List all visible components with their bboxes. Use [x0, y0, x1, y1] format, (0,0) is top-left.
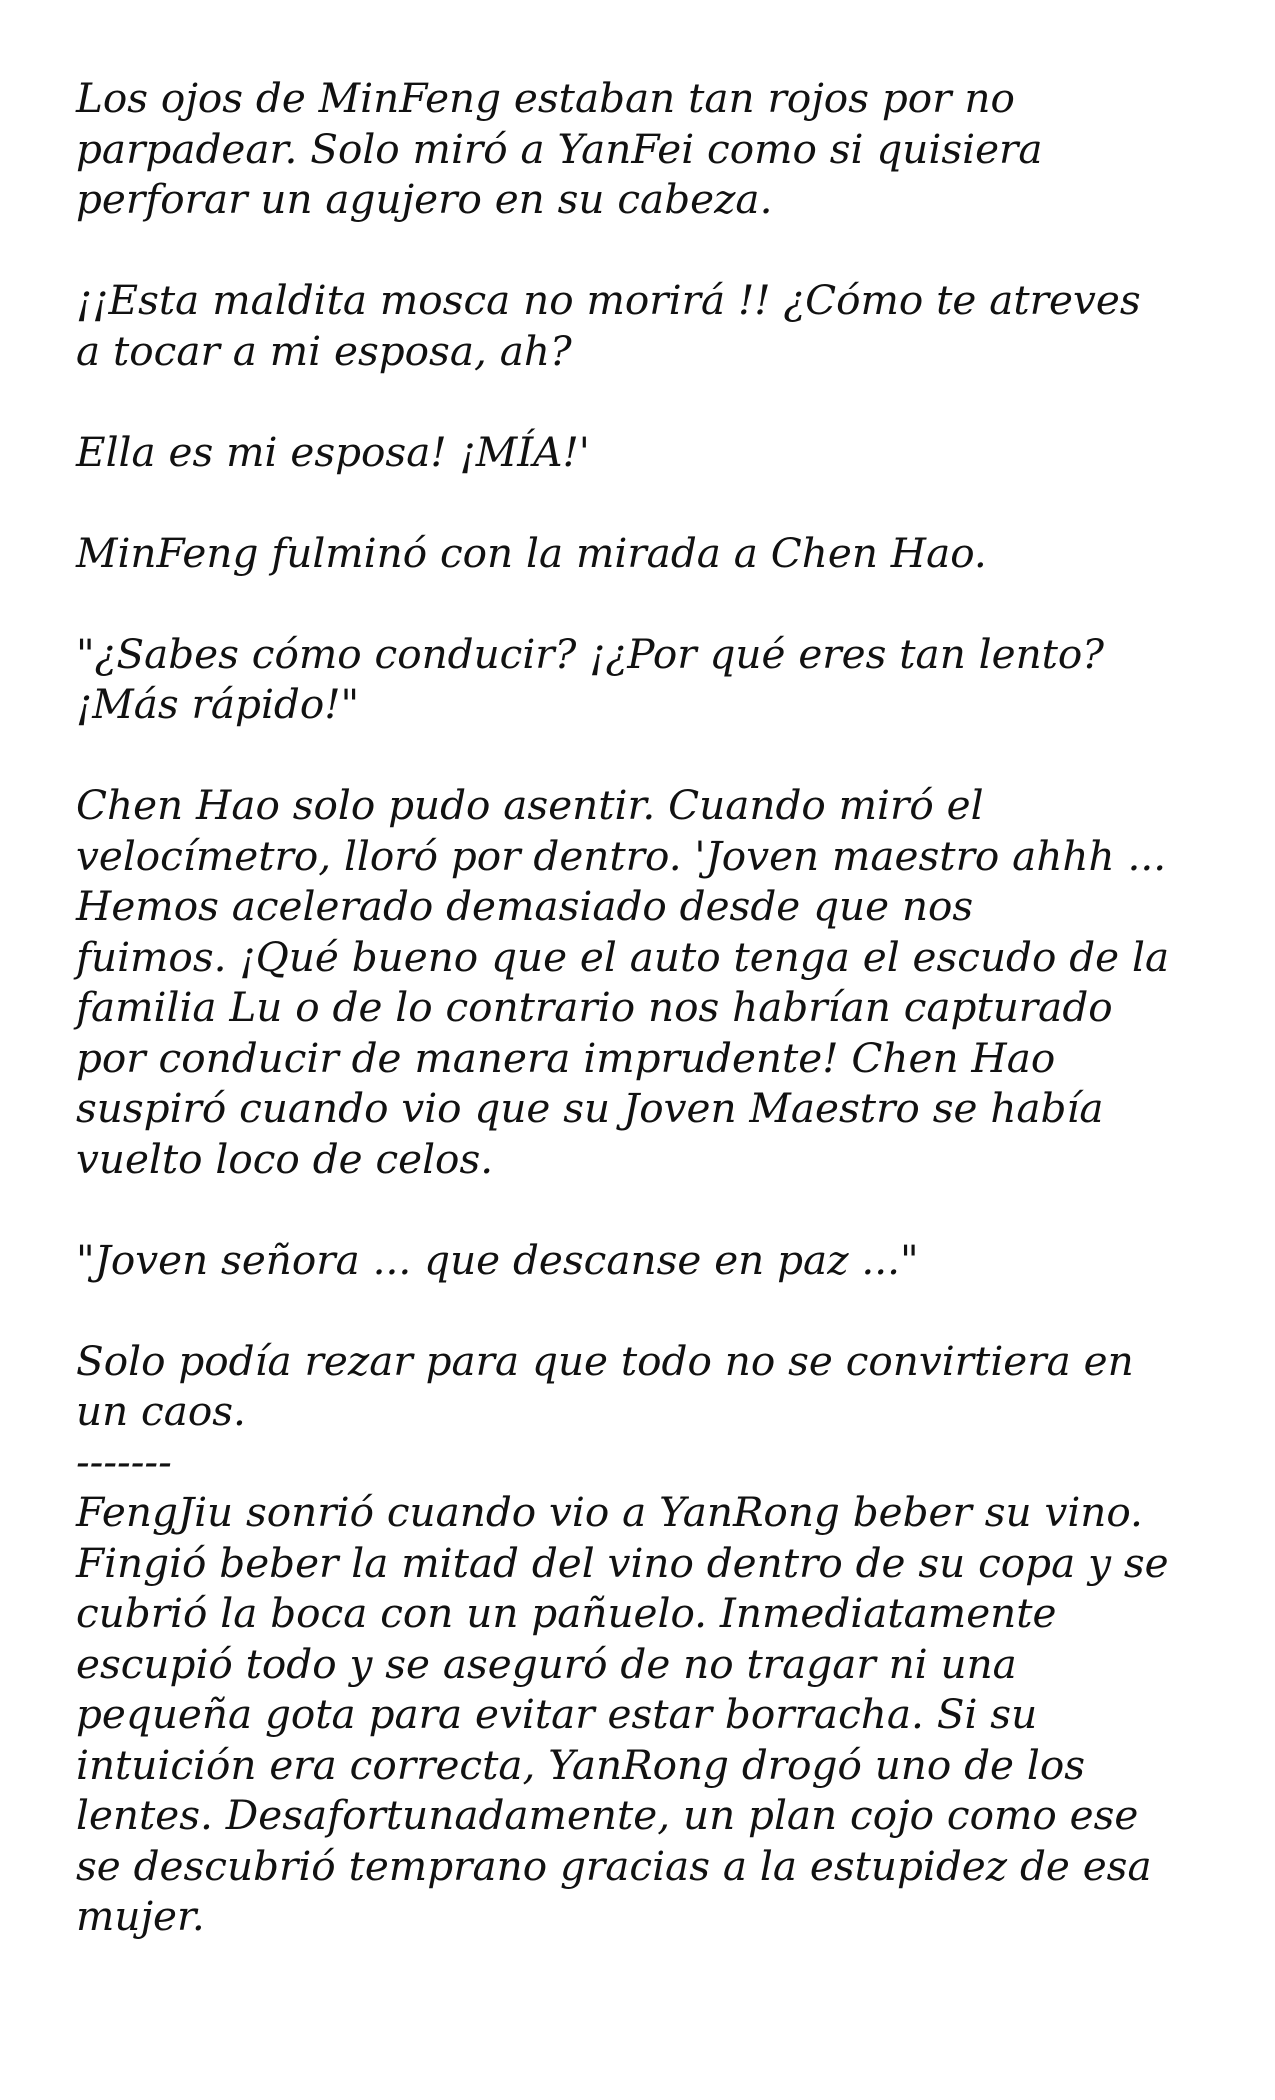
- text-line: vuelto loco de celos.: [76, 1134, 494, 1183]
- text-line: fuimos. ¡Qué bueno que el auto tenga el escudo de la: [76, 932, 1170, 981]
- text-line: por conducir de manera imprudente! Chen Hao: [76, 1033, 1056, 1082]
- paragraph-fengjiu-wine: [76, 1487, 1226, 1942]
- story-text: [76, 73, 1226, 1942]
- text-line: Solo podía rezar para que todo no se convirtiera en: [76, 1336, 1134, 1385]
- paragraph-fly: [76, 275, 1226, 376]
- text-line: Fingió beber la mitad del vino dentro de su copa y se: [76, 1538, 1169, 1587]
- text-line: Chen Hao solo pudo asentir. Cuando miró el: [76, 781, 984, 829]
- text-line: se descubrió temprano gracias a la estupidez de esa: [76, 1841, 1152, 1890]
- text-line: "Joven señora ... que descanse en paz ...": [76, 1235, 919, 1284]
- text-line: parpadear. Solo miró a YanFei como si quisiera: [76, 124, 1043, 173]
- text-line: Ella es mi esposa! ¡MÍA!': [76, 427, 590, 476]
- text-line: velocímetro, lloró por dentro. 'Joven maestro ahhh ...: [76, 831, 1167, 880]
- paragraph-chen-hao-speed: [76, 780, 1226, 1184]
- paragraph-pray: [76, 1336, 1226, 1437]
- text-line: familia Lu o de lo contrario nos habrían capturado: [76, 983, 1113, 1031]
- text-line: "¿Sabes cómo conducir? ¡¿Por qué eres tan lento?: [76, 629, 1105, 678]
- text-line: ¡Más rápido!": [76, 680, 360, 728]
- paragraph-drive-faster: [76, 629, 1226, 730]
- text-line: mujer.: [76, 1892, 205, 1940]
- text-line: a tocar a mi esposa, ah?: [76, 326, 572, 375]
- text-line: MinFeng fulminó con la mirada a Chen Hao.: [76, 528, 987, 577]
- text-line: Hemos acelerado demasiado desde que nos: [76, 882, 974, 930]
- text-line: FengJiu sonrió cuando vio a YanRong beber su vino.: [76, 1488, 1143, 1536]
- text-line: suspiró cuando vio que su Joven Maestro se había: [76, 1084, 1104, 1132]
- text-line: escupió todo y se aseguró de no tragar ni una: [76, 1639, 1017, 1688]
- text-line: perforar un agujero en su cabeza.: [76, 175, 773, 223]
- scene-separator: -------: [76, 1437, 172, 1486]
- paragraph-rest-in-peace: [76, 1235, 1226, 1286]
- text-line: un caos.: [76, 1387, 246, 1435]
- text-line: ¡¡Esta maldita mosca no morirá !! ¿Cómo te atreves: [76, 276, 1141, 324]
- text-line: intuición era correcta, YanRong drogó uno de los: [76, 1740, 1086, 1789]
- text-line: pequeña gota para evitar estar borracha. Si su: [76, 1690, 1038, 1738]
- paragraph-glare: [76, 528, 1226, 579]
- paragraph-minfeng-eyes: [76, 73, 1226, 225]
- paragraph-my-wife: [76, 427, 1226, 478]
- text-line: Los ojos de MinFeng estaban tan rojos por no: [76, 74, 1015, 122]
- text-line: lentes. Desafortunadamente, un plan cojo como ese: [76, 1791, 1139, 1839]
- text-line: cubrió la boca con un pañuelo. Inmediatamente: [76, 1589, 1057, 1637]
